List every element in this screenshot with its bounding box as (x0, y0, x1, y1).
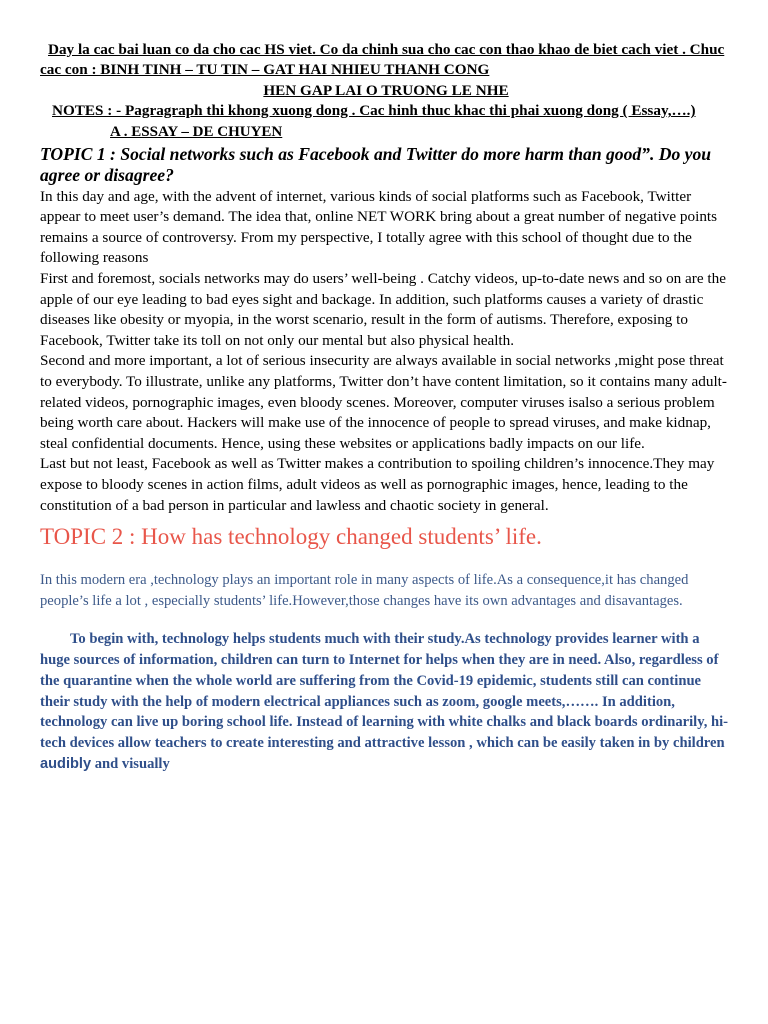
notes-line: NOTES : - Pagragraph thi khong xuong dong . Cac hinh thuc khac thi phai xuong dong ( Essay,….) (52, 102, 696, 120)
section-heading: A . ESSAY – DE CHUYEN (110, 123, 283, 140)
topic-2-body (40, 629, 732, 775)
topic-1-title: TOPIC 1 : Social networks such as Facebook and Twitter do more harm than good”. Do you agree or disagree? (40, 143, 712, 186)
topic-1-paragraph-intro: In this day and age, with the advent of internet, various kinds of social platforms such as Facebook, Twitter appear to meet user’s demand. The idea that, online NET WORK bring about a great number of negative points remains a source of controversy. From my perspective, I totally agree with this school of thought due to the following reasons (40, 187, 718, 267)
header-greeting: HEN GAP LAI O TRUONG LE NHE (263, 81, 509, 99)
topic-1-paragraph-second: Second and more important, a lot of serious insecurity are always available in social networks ,might pose threat to everybody. To illustrate, unlike any platforms, Twitter don’t have content limitation, so it contains many adult-related videos, pornographic images, even bloody scenes. Moreover, computer viruses isalso a serious problem being worth care about. Hackers will make use of the innocence of people to spread viruses, and make kidnap, steal confidential documents. Hence, using these websites or applications badly impacts on our life. (40, 352, 727, 452)
topic-2-body-text: To begin with, technology helps students much with their study.As technology provides learner with a huge sources of information, children can turn to Internet for helps when they are in need. Also, regardless of the quarantine when the whole world are suffering from the Covid-19 epidemic, students still can continue their study with the help of modern electrical appliances such as zoom, google meets,……. In addition, technology can live up boring school life. Instead of learning with white chalks and black boards ordinarily, hi-tech devices allow teachers to create interesting and attractive lesson , which can be easily taken in by children (40, 631, 729, 752)
topic-1-paragraph-last: Last but not least, Facebook as well as Twitter makes a contribution to spoiling children’s innocence.They may expose to bloody scenes in action films, adult videos as well as pornographic images, hence, leading to the constitution of a bad person in particular and lawless and chaotic society in general. (40, 455, 715, 514)
topic-2-title: TOPIC 2 : How has technology changed students’ life. (40, 524, 542, 550)
topic-2-body-tail: and visually (91, 755, 170, 772)
topic-1-paragraph-first: First and foremost, socials networks may do users’ well-being . Catchy videos, up-to-date news and so on are the apple of our eye leading to bad eyes sight and backage. In addition, such platforms causes a variety of drastic diseases like obesity or myopia, in the worst scenario, result in the form of autisms. Therefore, exposing to Facebook, Twitter take its toll on not only our mental but also physical health. (40, 270, 726, 349)
header-line: Day la cac bai luan co da cho cac HS viet. Co da chinh sua cho cac con thao khao de biet cach viet . Chuc cac con : BINH TINH – TU TIN – GAT HAI NHIEU THANH CONG (40, 41, 725, 79)
topic-2-intro: In this modern era ,technology plays an important role in many aspects of life.As a consequence,it has changed people’s life a lot , especially students’ life.However,those changes have its own advantages and disavantages. (40, 572, 689, 609)
topic-2-body-sans-word: audibly (40, 755, 92, 772)
